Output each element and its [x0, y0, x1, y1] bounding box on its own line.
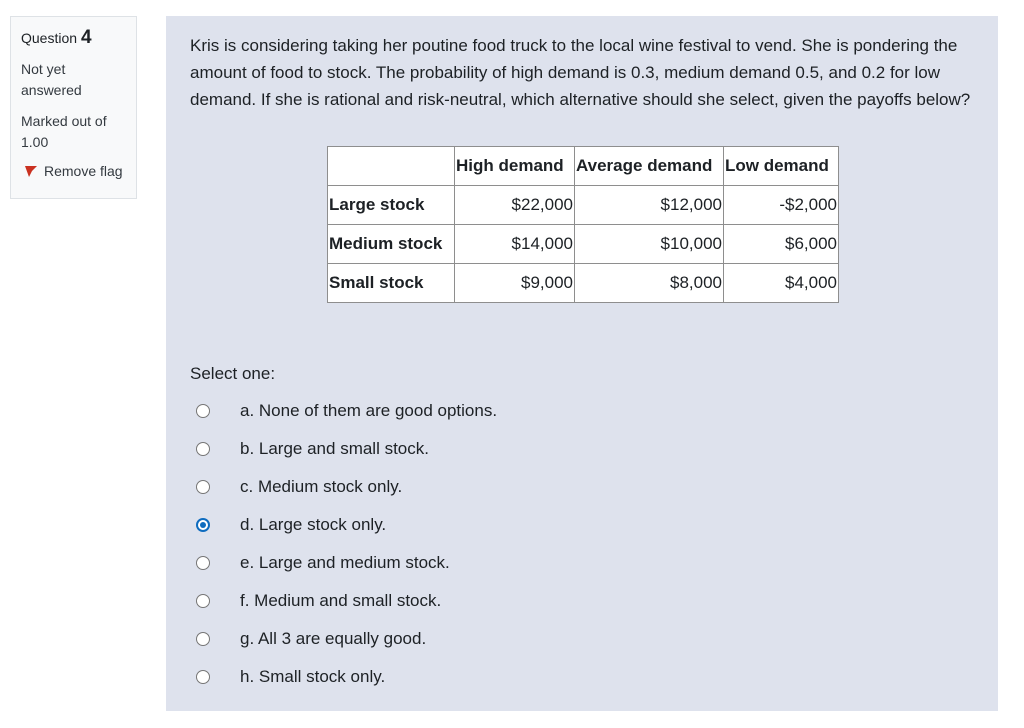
table-cell: $22,000: [455, 186, 575, 225]
answer-options: [196, 392, 497, 696]
table-header-cell: Low demand: [724, 147, 839, 186]
answer-option-e[interactable]: [196, 544, 497, 582]
select-one-prompt: Select one:: [190, 364, 276, 383]
table-cell: $9,000: [455, 264, 575, 303]
payoff-table: [327, 146, 839, 303]
radio-button[interactable]: [196, 632, 210, 646]
answer-label[interactable]: f. Medium and small stock.: [240, 591, 442, 610]
grade-line-2: 1.00: [21, 134, 49, 150]
answer-label[interactable]: h. Small stock only.: [240, 667, 386, 686]
answer-option-c[interactable]: [196, 468, 497, 506]
remove-flag-button[interactable]: [21, 163, 136, 179]
answer-label[interactable]: g. All 3 are equally good.: [240, 629, 427, 648]
flag-icon: [24, 164, 38, 178]
table-header-cell: Average demand: [575, 147, 724, 186]
radio-button[interactable]: [196, 556, 210, 570]
answer-option-b[interactable]: [196, 430, 497, 468]
answer-label[interactable]: a. None of them are good options.: [240, 401, 498, 420]
table-cell: $6,000: [724, 225, 839, 264]
question-number: [21, 27, 136, 49]
table-row: [328, 264, 839, 303]
table-cell: -$2,000: [724, 186, 839, 225]
table-cell: $4,000: [724, 264, 839, 303]
answer-option-h[interactable]: [196, 658, 497, 696]
table-cell: $10,000: [575, 225, 724, 264]
radio-button[interactable]: [196, 670, 210, 684]
question-content: [166, 16, 998, 711]
grade-line-1: Marked out of: [21, 113, 107, 129]
state-line-1: Not yet: [21, 61, 66, 77]
table-header-row: [328, 147, 839, 186]
radio-button[interactable]: [196, 404, 210, 418]
question-grade: [21, 111, 136, 153]
answer-option-a[interactable]: [196, 392, 497, 430]
radio-button[interactable]: [196, 480, 210, 494]
answer-label[interactable]: b. Large and small stock.: [240, 439, 429, 458]
row-label: Medium stock: [328, 225, 455, 264]
question-info-panel: [10, 16, 137, 199]
table-cell: $12,000: [575, 186, 724, 225]
radio-button[interactable]: [196, 518, 210, 532]
answer-option-d[interactable]: [196, 506, 497, 544]
table-row: [328, 186, 839, 225]
table-header-cell: [328, 147, 455, 186]
answer-label[interactable]: e. Large and medium stock.: [240, 553, 450, 572]
question-number-value: 4: [80, 27, 92, 48]
table-header-cell: High demand: [455, 147, 575, 186]
answer-option-f[interactable]: [196, 582, 497, 620]
row-label: Small stock: [328, 264, 455, 303]
remove-flag-label: Remove flag: [44, 163, 123, 179]
answer-label[interactable]: c. Medium stock only.: [240, 477, 403, 496]
answer-label[interactable]: d. Large stock only.: [240, 515, 387, 534]
table-cell: $14,000: [455, 225, 575, 264]
question-label: Question: [21, 30, 78, 46]
row-label: Large stock: [328, 186, 455, 225]
table-cell: $8,000: [575, 264, 724, 303]
answer-option-g[interactable]: [196, 620, 497, 658]
question-state: [21, 59, 136, 101]
radio-button[interactable]: [196, 594, 210, 608]
question-text: Kris is considering taking her poutine food truck to the local wine festival to vend. She is pondering the amount of food to stock. The probability of high demand is 0.3, medium demand 0.5, and 0.2 for low demand. If she is rational and risk-neutral, which alternative should she select, given the payoffs below?: [190, 36, 971, 109]
radio-button[interactable]: [196, 442, 210, 456]
state-line-2: answered: [21, 82, 82, 98]
table-row: [328, 225, 839, 264]
